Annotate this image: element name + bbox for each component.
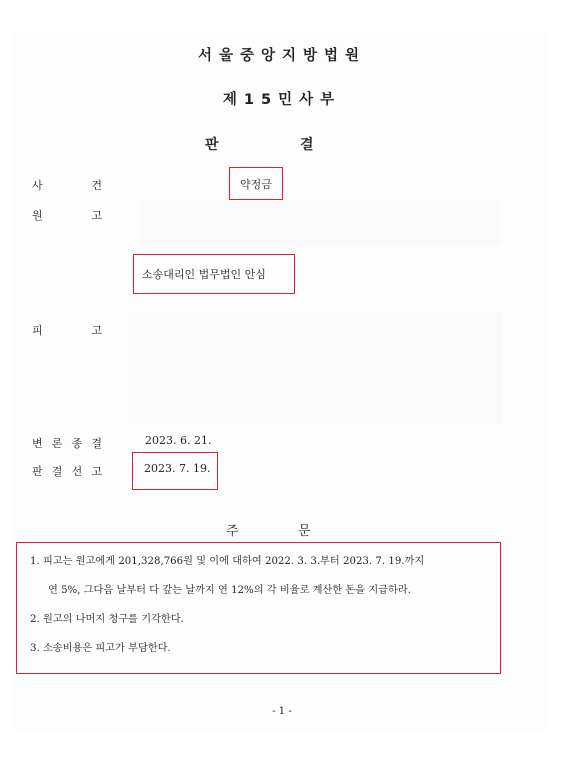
hearing-closed-date: 2023. 6. 21. [145,434,212,447]
order-title-first-char: 주 [226,524,239,539]
plaintiff-label: 원 고 [32,209,102,222]
order-line: 1. 피고는 원고에게 201,328,766원 및 이에 대하여 2022. 3. 3.부터 2023. 7. 19.까지 [30,556,425,567]
doc-title-first-char: 판 [205,137,219,153]
hearing-closed-label: 변 론 종 결 [32,437,102,450]
order-line: 연 5%, 그다음 날부터 다 갚는 날까지 연 12%의 각 비율로 계산한 돈을 지급하라. [48,585,411,596]
doc-title-second-char: 결 [300,137,314,153]
order-title-second-char: 문 [298,524,311,539]
plaintiff-counsel: 소송대리인 법무법인 안심 [142,268,266,281]
defendant-label: 피 고 [32,324,102,337]
court-division: 제15민사부 [222,92,342,108]
case-value: 약정금 [240,178,272,191]
court-name: 서울중앙지방법원 [197,48,367,64]
order-title [0,520,564,540]
order-line: 2. 원고의 나머지 청구를 기각한다. [30,614,184,625]
case-label: 사 건 [32,179,102,192]
judgment-date: 2023. 7. 19. [144,462,211,475]
defendant-redacted-area [128,312,502,424]
document-title [0,134,564,154]
order-line: 3. 소송비용은 피고가 부담한다. [30,643,171,654]
page-number: - 1 - [272,706,292,717]
judgment-date-label: 판 결 선 고 [32,465,102,478]
plaintiff-redacted-area [140,200,500,245]
